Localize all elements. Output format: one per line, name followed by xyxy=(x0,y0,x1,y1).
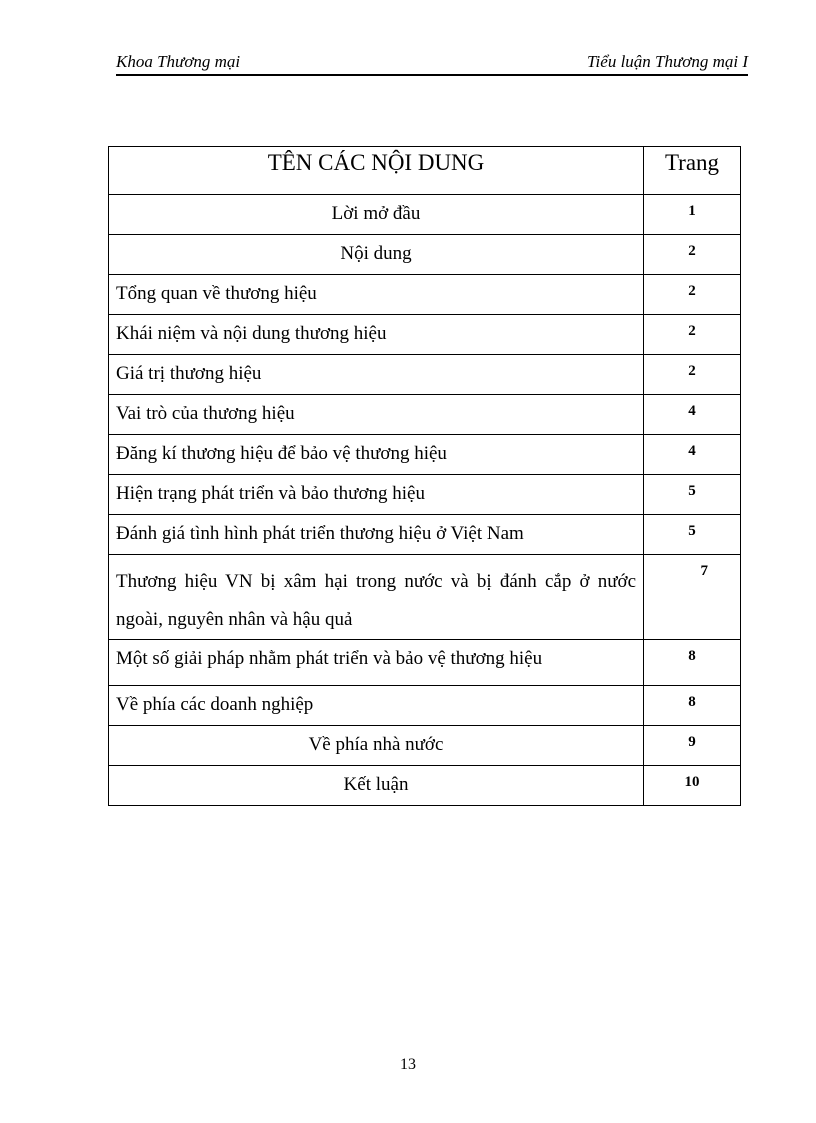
toc-entry-title: Khái niệm và nội dung thương hiệu xyxy=(109,315,644,355)
toc-entry-page: 2 xyxy=(644,235,741,275)
toc-row xyxy=(109,355,741,395)
toc-row xyxy=(109,195,741,235)
toc-entry-page: 8 xyxy=(644,640,741,686)
toc-entry-page: 1 xyxy=(644,195,741,235)
toc-entry-page: 10 xyxy=(644,766,741,806)
toc-entry-title: Hiện trạng phát triển và bảo thương hiệu xyxy=(109,475,644,515)
toc-row xyxy=(109,475,741,515)
toc-entry-page: 5 xyxy=(644,475,741,515)
toc-row xyxy=(109,726,741,766)
toc-row xyxy=(109,435,741,475)
page-header xyxy=(116,52,748,76)
toc-entry-page: 5 xyxy=(644,515,741,555)
toc-entry-page: 2 xyxy=(644,355,741,395)
toc-entry-title: Về phía nhà nước xyxy=(109,726,644,766)
toc-row xyxy=(109,555,741,640)
toc-header-title: TÊN CÁC NỘI DUNG xyxy=(109,147,644,195)
toc-row xyxy=(109,686,741,726)
table-of-contents xyxy=(108,146,741,806)
toc-row xyxy=(109,395,741,435)
toc-row xyxy=(109,640,741,686)
toc-row xyxy=(109,235,741,275)
toc-entry-title: Vai trò của thương hiệu xyxy=(109,395,644,435)
toc-entry-page: 8 xyxy=(644,686,741,726)
toc-entry-title: Về phía các doanh nghiệp xyxy=(109,686,644,726)
toc-entry-title: Đánh giá tình hình phát triển thương hiệu ở Việt Nam xyxy=(109,515,644,555)
toc-header-row xyxy=(109,147,741,195)
toc-entry-page: 7 xyxy=(644,555,741,640)
toc-row xyxy=(109,766,741,806)
toc-entry-page: 2 xyxy=(644,275,741,315)
toc-entry-page: 4 xyxy=(644,435,741,475)
toc-entry-title: Lời mở đầu xyxy=(109,195,644,235)
toc-row xyxy=(109,275,741,315)
header-document-title: Tiểu luận Thương mại I xyxy=(587,52,748,71)
toc-entry-title: Thương hiệu VN bị xâm hại trong nước và bị đánh cắp ở nước ngoài, nguyên nhân và hậu quả xyxy=(109,555,644,640)
toc-entry-title: Kết luận xyxy=(109,766,644,806)
toc-row xyxy=(109,315,741,355)
toc-entry-title: Tổng quan về thương hiệu xyxy=(109,275,644,315)
toc-entry-title: Giá trị thương hiệu xyxy=(109,355,644,395)
toc-entry-page: 2 xyxy=(644,315,741,355)
toc-entry-title: Nội dung xyxy=(109,235,644,275)
toc-entry-page: 4 xyxy=(644,395,741,435)
page-number: 13 xyxy=(400,1056,416,1073)
toc-header-page: Trang xyxy=(644,147,741,195)
toc-entry-title: Một số giải pháp nhằm phát triển và bảo vệ thương hiệu xyxy=(109,640,644,686)
toc-row xyxy=(109,515,741,555)
toc-entry-page: 9 xyxy=(644,726,741,766)
toc-entry-title: Đăng kí thương hiệu để bảo vệ thương hiệu xyxy=(109,435,644,475)
header-faculty: Khoa Thương mại xyxy=(116,52,241,71)
